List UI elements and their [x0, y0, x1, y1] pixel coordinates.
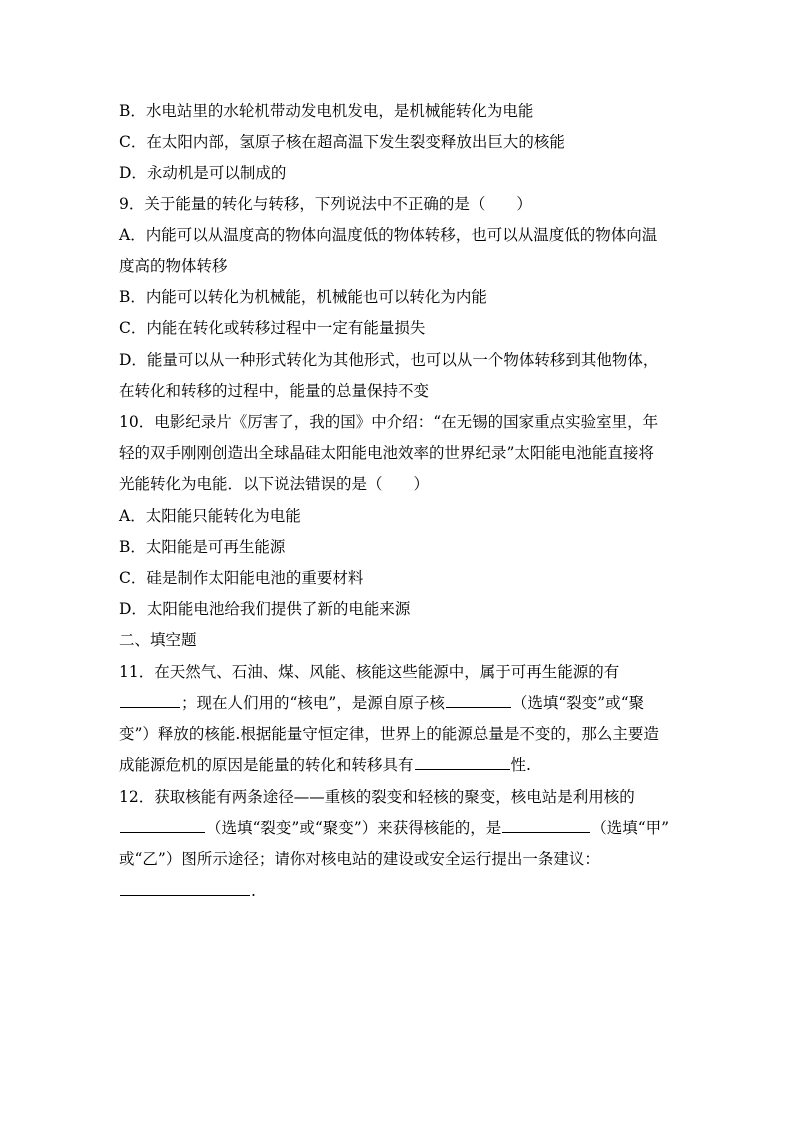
q9-stem: 9．关于能量的转化与转移，下列说法中不正确的是（ ） — [119, 195, 532, 213]
q9-option-d-line1: D．能量可以从一种形式转化为其他形式，也可以从一个物体转移到其他物体， — [119, 351, 659, 369]
q10-stem-line3: 光能转化为电能．以下说法错误的是（ ） — [119, 475, 430, 493]
q12-blank-2[interactable] — [502, 818, 590, 833]
q10-stem-line1: 10．电影纪录片《厉害了，我的国》中介绍：“在无锡的国家重点实验室里，年 — [119, 413, 659, 431]
q9-option-a-line1: A．内能可以从温度高的物体向温度低的物体转移，也可以从温度低的物体向温 — [119, 226, 658, 244]
q12-line4-period: . — [251, 882, 256, 900]
q10-option-a: A．太阳能只能转化为电能 — [119, 507, 301, 525]
q8-option-c: C．在太阳内部，氢原子核在超高温下发生裂变释放出巨大的核能 — [119, 133, 565, 151]
q9-option-c: C．内能在转化或转移过程中一定有能量损失 — [119, 319, 426, 337]
q8-option-d: D．永动机是可以制成的 — [119, 164, 287, 182]
q11-line4-text-b: 性. — [510, 756, 531, 774]
q12-line3: 或“乙”）图所示途径；请你对核电站的建设或安全运行提出一条建议： — [119, 850, 600, 868]
q11-blank-2[interactable] — [446, 693, 511, 708]
q12-line2-text-a: （选填“裂变”或“聚变”）来获得核能的，是 — [206, 819, 502, 837]
q9-option-a-line2: 度高的物体转移 — [119, 257, 228, 275]
q11-line2-text-a: ；现在人们用的“核电”，是源自原子核 — [181, 694, 445, 712]
q11-line4 — [119, 755, 531, 775]
q11-line2-text-b: （选填“裂变”或“聚 — [511, 694, 645, 712]
q10-option-c: C．硅是制作太阳能电池的重要材料 — [119, 569, 364, 587]
q12-line1: 12．获取核能有两条途径——重核的裂变和轻核的聚变，核电站是利用核的 — [119, 788, 635, 806]
q11-line4-text-a: 成能源危机的原因是能量的转化和转移具有 — [119, 756, 414, 774]
q12-line2-text-b: （选填“甲” — [591, 819, 670, 837]
q12-line4 — [119, 881, 256, 901]
q12-blank-3[interactable] — [120, 881, 250, 896]
q11-blank-1[interactable] — [120, 693, 180, 708]
section-heading-fill-in: 二、填空题 — [119, 631, 197, 649]
q12-blank-1[interactable] — [120, 818, 205, 833]
q12-line2 — [119, 818, 669, 838]
q11-blank-3[interactable] — [415, 755, 510, 770]
q10-option-d: D．太阳能电池给我们提供了新的电能来源 — [119, 600, 411, 618]
q10-stem-line2: 轻的双手刚刚创造出全球晶硅太阳能电池效率的世界纪录”太阳能电池能直接将 — [119, 444, 654, 462]
q11-line2 — [119, 693, 644, 713]
q10-option-b: B．太阳能是可再生能源 — [119, 538, 286, 556]
q9-option-d-line2: 在转化和转移的过程中，能量的总量保持不变 — [119, 382, 430, 400]
q8-option-b: B．水电站里的水轮机带动发电机发电，是机械能转化为电能 — [119, 102, 534, 120]
q11-line1: 11．在天然气、石油、煤、风能、核能这些能源中，属于可再生能源的有 — [119, 663, 620, 681]
q11-line3: 变”）释放的核能.根据能量守恒定律，世界上的能源总量是不变的，那么主要造 — [119, 725, 659, 743]
q9-option-b: B．内能可以转化为机械能，机械能也可以转化为内能 — [119, 288, 487, 306]
